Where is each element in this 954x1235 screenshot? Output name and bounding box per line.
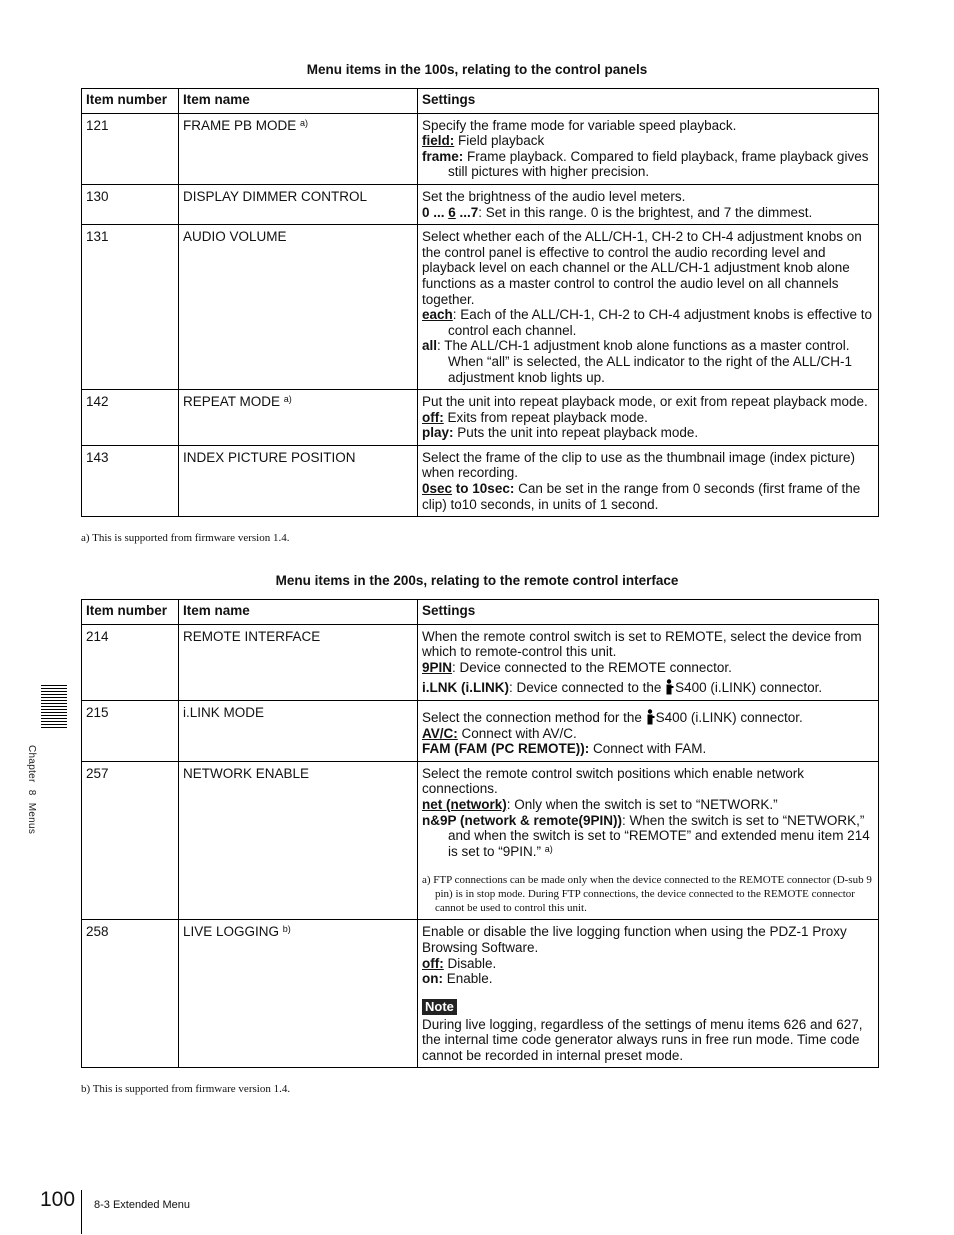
item-settings bbox=[418, 920, 879, 1068]
option-key: each bbox=[422, 307, 453, 323]
settings-option bbox=[422, 205, 874, 221]
option-key: all bbox=[422, 338, 438, 354]
option-key: off: bbox=[422, 955, 444, 971]
item-number: 131 bbox=[82, 225, 179, 390]
item-settings bbox=[418, 113, 879, 184]
footnote-a: a) This is supported from firmware version 1.4. bbox=[81, 532, 290, 544]
settings-intro: Select the connection method for the S400 (i.LINK) connector. bbox=[422, 709, 803, 725]
ilink-icon bbox=[665, 679, 674, 695]
option-text: Disable. bbox=[443, 955, 497, 971]
option-key: to 10sec: bbox=[452, 481, 515, 497]
col-header-settings: Settings bbox=[418, 89, 879, 114]
option-key: FAM (FAM (PC REMOTE)): bbox=[422, 741, 590, 757]
item-name: DISPLAY DIMMER CONTROL bbox=[179, 184, 418, 224]
ilink-icon bbox=[646, 709, 655, 725]
option-text: : Only when the switch is set to “NETWORK.” bbox=[506, 796, 778, 812]
col-header-item-name: Item name bbox=[179, 89, 418, 114]
settings-option bbox=[422, 679, 874, 696]
settings-option bbox=[422, 149, 874, 180]
item-settings bbox=[418, 390, 879, 446]
settings-option bbox=[422, 410, 874, 426]
item-number: 130 bbox=[82, 184, 179, 224]
settings-option bbox=[422, 307, 874, 338]
option-text: Exits from repeat playback mode. bbox=[443, 409, 648, 425]
table-row bbox=[82, 184, 879, 224]
option-key: 9PIN bbox=[422, 659, 453, 675]
option-key: on: bbox=[422, 971, 443, 987]
settings-option bbox=[422, 956, 874, 972]
item-name: LIVE LOGGING $^{b)}$ bbox=[179, 920, 418, 1068]
col-header-item-number: Item number bbox=[82, 89, 179, 114]
item-settings bbox=[418, 624, 879, 700]
item-number: 142 bbox=[82, 390, 179, 446]
settings-intro: Put the unit into repeat playback mode, or exit from repeat playback mode. bbox=[422, 394, 868, 410]
item-number: 258 bbox=[82, 920, 179, 1068]
footnote-mark: a) bbox=[283, 394, 292, 405]
col-header-item-number: Item number bbox=[82, 600, 179, 625]
table-row bbox=[82, 390, 879, 446]
table-row bbox=[82, 700, 879, 761]
settings-option bbox=[422, 338, 874, 385]
table-row bbox=[82, 445, 879, 516]
settings-intro: Specify the frame mode for variable speed playback. bbox=[422, 117, 737, 133]
item-name: REMOTE INTERFACE bbox=[179, 624, 418, 700]
table-header-row bbox=[82, 89, 879, 114]
settings-intro: Select the remote control switch positions which enable network connections. bbox=[422, 765, 804, 797]
settings-option bbox=[422, 660, 874, 676]
option-key: field: bbox=[422, 133, 455, 149]
item-settings bbox=[418, 225, 879, 390]
table-header-row bbox=[82, 600, 879, 625]
menu-table-200s bbox=[81, 599, 879, 1068]
footnote-b: b) This is supported from firmware version 1.4. bbox=[81, 1083, 291, 1095]
option-text: : Set in this range. 0 is the brightest, and 7 the dimmest. bbox=[478, 204, 813, 220]
option-key: play: bbox=[422, 425, 454, 441]
option-text: Puts the unit into repeat playback mode. bbox=[453, 425, 699, 441]
option-key: AV/C: bbox=[422, 725, 458, 741]
footnote-mark: a) bbox=[544, 843, 553, 854]
settings-option bbox=[422, 813, 874, 860]
settings-option bbox=[422, 797, 874, 813]
settings-intro: Set the brightness of the audio level meters. bbox=[422, 188, 686, 204]
option-text: Can be set in the range from 0 seconds (first frame of the clip) to10 seconds, in units of 1 second. bbox=[422, 481, 861, 512]
table-row bbox=[82, 761, 879, 920]
item-name: i.LINK MODE bbox=[179, 700, 418, 761]
option-text: Connect with AV/C. bbox=[457, 725, 577, 741]
option-key: ...7 bbox=[455, 204, 479, 220]
item-settings bbox=[418, 445, 879, 516]
table-row bbox=[82, 225, 879, 390]
option-key: off: bbox=[422, 409, 444, 425]
item-number: 143 bbox=[82, 445, 179, 516]
section-title-100s: Menu items in the 100s, relating to the control panels bbox=[306, 62, 648, 77]
note-badge: Note bbox=[422, 999, 457, 1015]
item-name: FRAME PB MODE $^{a)}$ bbox=[179, 113, 418, 184]
option-key: frame: bbox=[422, 148, 464, 164]
col-header-settings: Settings bbox=[418, 600, 879, 625]
settings-option bbox=[422, 425, 874, 441]
option-text: : When the switch is set to “NETWORK,” and when the switch is set to “REMOTE” and extended menu item 214 is set to “9PIN.” bbox=[448, 812, 870, 859]
option-key: i.LNK (i.LINK) bbox=[422, 680, 509, 696]
footnote-mark: b) bbox=[282, 924, 291, 935]
option-text: Enable. bbox=[443, 971, 493, 987]
chapter-tab-marker bbox=[41, 685, 67, 729]
table-row bbox=[82, 113, 879, 184]
section-title-200s: Menu items in the 200s, relating to the remote control interface bbox=[275, 573, 679, 588]
option-text: : The ALL/CH-1 adjustment knob alone functions as a master control. When “all” is selected, the ALL indicator to the right of the ALL/CH-1 adjustment knob lights up. bbox=[437, 338, 852, 385]
chapter-label: Chapter 8 Menus bbox=[26, 745, 37, 835]
option-text: Field playback bbox=[454, 133, 545, 149]
item-number: 121 bbox=[82, 113, 179, 184]
item-number: 215 bbox=[82, 700, 179, 761]
option-text: : Device connected to the bbox=[509, 680, 666, 696]
table-row bbox=[82, 920, 879, 1068]
footnote-mark: a) bbox=[300, 117, 309, 128]
settings-intro: When the remote control switch is set to REMOTE, select the device from which to remote-control this unit. bbox=[422, 628, 862, 660]
option-default: 6 bbox=[448, 204, 456, 220]
note-text: During live logging, regardless of the settings of menu items 626 and 627, the internal time code generator always runs in free run mode. Time code cannot be recorded in internal preset mode. bbox=[422, 1016, 863, 1063]
item-settings bbox=[418, 761, 879, 920]
col-header-item-name: Item name bbox=[179, 600, 418, 625]
item-number: 214 bbox=[82, 624, 179, 700]
footer-section: 8-3 Extended Menu bbox=[94, 1199, 191, 1211]
inline-footnote: a) FTP connections can be made only when the device connected to the REMOTE connector (D-sub 9 pin) is in stop mode. During FTP connections, the device connected to the REMOTE connector cannot be used to control this unit. bbox=[422, 874, 872, 915]
option-text: : Each of the ALL/CH-1, CH-2 to CH-4 adjustment knobs is effective to control each channel. bbox=[448, 307, 872, 338]
item-name: REPEAT MODE $^{a)}$ bbox=[179, 390, 418, 446]
option-text: S400 (i.LINK) connector. bbox=[675, 680, 823, 696]
item-name: INDEX PICTURE POSITION bbox=[179, 445, 418, 516]
item-name: NETWORK ENABLE bbox=[179, 761, 418, 920]
page-number: 100 bbox=[40, 1188, 76, 1211]
option-text: Frame playback. Compared to field playback, frame playback gives still pictures with higher precision. bbox=[448, 148, 869, 180]
settings-option bbox=[422, 133, 874, 149]
item-settings bbox=[418, 700, 879, 761]
settings-option bbox=[422, 971, 874, 987]
option-text: : Device connected to the REMOTE connector. bbox=[452, 659, 732, 675]
option-key: net (network) bbox=[422, 796, 507, 812]
item-number: 257 bbox=[82, 761, 179, 920]
settings-option bbox=[422, 481, 874, 512]
settings-intro: Select the frame of the clip to use as the thumbnail image (index picture) when recording. bbox=[422, 449, 855, 481]
settings-option bbox=[422, 741, 874, 757]
option-default: 0sec bbox=[422, 481, 453, 497]
option-text: Connect with FAM. bbox=[589, 741, 707, 757]
table-row bbox=[82, 624, 879, 700]
option-key: n&9P (network & remote(9PIN)) bbox=[422, 812, 623, 828]
option-key: 0 ... bbox=[422, 204, 449, 220]
menu-table-100s bbox=[81, 88, 879, 517]
footer-divider bbox=[81, 1190, 82, 1234]
settings-option bbox=[422, 726, 874, 742]
settings-intro: Select whether each of the ALL/CH-1, CH-2 to CH-4 adjustment knobs on the control panel is effective to control the audio recording level and playback level on each channel or the ALL/CH-1 adjustment knob alone functions as a master control to control the audio level on all channels together. bbox=[422, 229, 862, 307]
settings-intro: Enable or disable the live logging function when using the PDZ-1 Proxy Browsing Software. bbox=[422, 924, 847, 955]
item-settings bbox=[418, 184, 879, 224]
item-name: AUDIO VOLUME bbox=[179, 225, 418, 390]
